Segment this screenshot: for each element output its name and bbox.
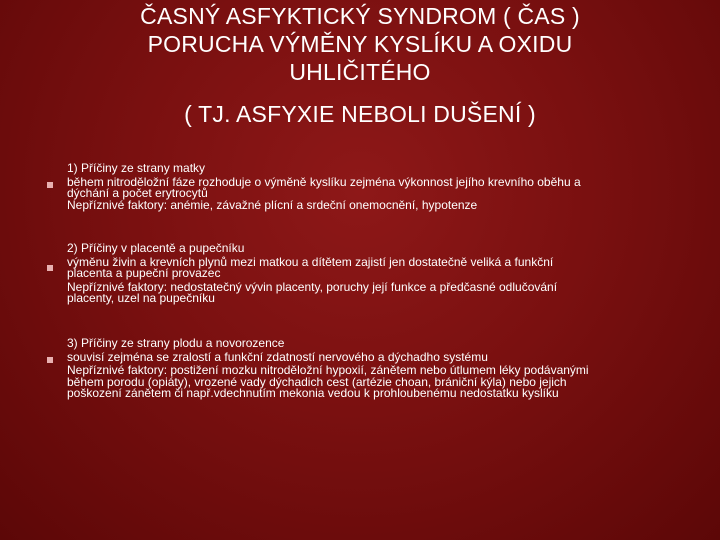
- bullet-heading: 3) Příčiny ze strany plodu a novorozence: [67, 336, 285, 350]
- bullet-heading: 1) Příčiny ze strany matky: [67, 161, 206, 175]
- square-bullet-icon: [47, 357, 53, 363]
- title-line-4: ( TJ. ASFYXIE NEBOLI DUŠENÍ ): [184, 101, 536, 127]
- bullet-factors-line: Nepříznivé faktory: postižení mozku nitroděložní hypoxií, zánětem nebo útlumem léky podávanými: [67, 363, 589, 377]
- bullet-body: [67, 243, 707, 305]
- bullet-body: [67, 163, 707, 211]
- title-line-3: UHLIČITÉHO: [289, 59, 431, 85]
- bullet-factors-line: poškození zánětem či např.vdechnutím mekonia vedou k prohloubenému nedostatku kyslíku: [67, 386, 559, 400]
- title-line-1: ČASNÝ ASFYKTICKÝ SYNDROM ( ČAS ): [140, 3, 580, 29]
- bullet-body: [67, 338, 707, 400]
- bullet-text-line: souvisí zejména se zralostí a funkční zdatností nervového a dýchadho systému: [67, 349, 488, 364]
- bullet-text-line: během nitroděložní fáze rozhoduje o výměně kyslíku zejména výkonnost jejího krevního oběhu a: [67, 174, 581, 189]
- bullet-text-line: dýchání a počet erytrocytů: [67, 186, 208, 200]
- bullet-factors-line: Nepříznivé faktory: anémie, závažné plícní a srdeční onemocnění, hypotenze: [67, 197, 478, 212]
- bullet-text-line: výměnu živin a krevních plynů mezi matkou a dítětem zajistí jen dostatečně veliká a funkční: [67, 254, 554, 269]
- bullet-factors-line: během porodu (opiáty), vrozené vady dýchadich cest (artézie choan, brániční kýla) nebo jejich: [67, 374, 567, 389]
- bullet-factors-line: Nepříznivé faktory: nedostatečný vývin placenty, poruchy její funkce a předčasné odlučování: [67, 279, 558, 294]
- slide-title: [60, 2, 660, 128]
- square-bullet-icon: [47, 265, 53, 271]
- bullet-text-line: placenta a pupeční provazec: [67, 266, 221, 280]
- bullet-factors-line: placenty, uzel na pupečníku: [67, 291, 215, 305]
- square-bullet-icon: [47, 182, 53, 188]
- bullet-heading: 2) Příčiny v placentě a pupečníku: [67, 241, 245, 255]
- title-line-2: PORUCHA VÝMĚNY KYSLÍKU A OXIDU: [147, 31, 573, 57]
